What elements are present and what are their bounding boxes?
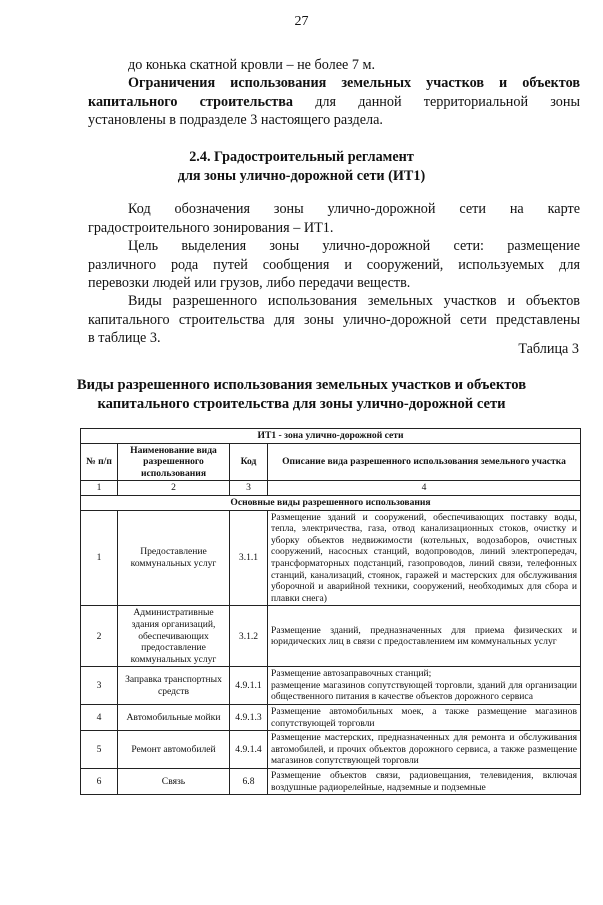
paragraph-permitted-uses [88,292,580,348]
text-line: до конька скатной кровли – не более 7 м. [128,57,376,73]
row-code: 3.1.1 [230,510,268,606]
section-heading-line2: для зоны улично-дорожной сети (ИТ1) [177,167,426,184]
table-zone-row [81,429,581,444]
bold-fragment: капитального строительства [88,93,294,110]
row-num: 4 [81,705,118,731]
row-desc-line: Размещение автозаправочных станций; [271,668,432,680]
row-code: 4.9.1.3 [230,705,268,731]
row-name: Ремонт автомобилей [118,731,230,769]
text-fragment: для данной территориальной зоны [293,93,580,110]
text-line: Код обозначения зоны улично-дорожной сети на карте [128,201,580,217]
text-line: Виды разрешенного использования земельных участков и объектов [128,293,580,309]
table-title-line2: капитального строительства для зоны улично-дорожной сети [97,396,506,412]
row-name: Связь [118,769,230,795]
row-num: 6 [81,769,118,795]
table-row [81,606,581,667]
table-group-row [81,495,581,510]
paragraph-restrictions [88,74,580,130]
paragraph-zone-code [88,200,580,237]
table-row [81,705,581,731]
row-desc-line: размещение магазинов сопутствующей торговли, зданий для организации общественного питания в качестве объектов дорожного сервиса [271,679,577,703]
row-num: 1 [81,510,118,606]
table-row [81,510,581,606]
row-code: 3.1.2 [230,606,268,667]
zone-header: ИТ1 - зона улично-дорожной сети [81,429,581,444]
col-number: 4 [268,481,581,496]
text-line [88,93,580,112]
table-row [81,769,581,795]
permitted-uses-table [80,428,581,795]
group-label: Основные виды разрешенного использования [81,495,581,510]
header-name: Наименование вида разрешенного использования [118,443,230,481]
row-desc: Размещение зданий, предназначенных для приема физических и юридических лиц в связи с предоставлением им коммунальных услуг [268,606,581,667]
table-label: Таблица 3 [518,341,579,357]
row-desc: Размещение мастерских, предназначенных для ремонта и обслуживания автомобилей, и прочих объектов дорожного сервиса, а также размещение магазинов сопутствующей торговли [268,731,581,769]
row-desc: Размещение зданий и сооружений, обеспечивающих поставку воды, тепла, электричества, газа, отвод канализационных стоков, очистку и уборку объектов недвижимости (котельных, водозаборов, очистных сооружений, насосных станций, водопроводов, линий электропередач, трансформаторных подстанций, газопроводов, линий связи, телефонных станций, канализаций, стоянок, гаражей и мастерских для обслуживания уборочной и аварийной техники, сооружений, необходимых для сбора и плавки снега) [268,510,581,606]
row-desc: Размещение автомобильных моек, а также размещение магазинов сопутствующей торговли [268,705,581,731]
header-code: Код [230,443,268,481]
text-line: градостроительного зонирования – ИТ1. [88,219,334,236]
table-row [81,731,581,769]
text-line: в таблице 3. [88,330,161,347]
table-title [0,376,603,414]
col-number: 2 [118,481,230,496]
header-num: № п/п [81,443,118,481]
text-line: различного рода путей сообщения и сооружений, используемых для [88,256,580,273]
row-code: 4.9.1.1 [230,667,268,705]
text-line: капитального строительства для зоны улично-дорожной сети представлены [88,311,580,328]
text-line: перевозки людей или грузов, либо передачи веществ. [88,275,411,292]
table-header-row [81,443,581,481]
header-desc: Описание вида разрешенного использования земельного участка [268,443,581,481]
row-name: Предоставление коммунальных услуг [118,510,230,606]
table-row [81,667,581,705]
row-name: Заправка транспортных средств [118,667,230,705]
table-title-line1: Виды разрешенного использования земельных участков и объектов [76,377,527,393]
row-num: 2 [81,606,118,667]
row-num: 3 [81,667,118,705]
section-heading [0,148,603,185]
table-column-numbers-row [81,481,581,496]
col-number: 3 [230,481,268,496]
row-code: 6.8 [230,769,268,795]
paragraph-zone-purpose [88,237,580,293]
row-name: Автомобильные мойки [118,705,230,731]
paragraph-roof-height [88,56,580,75]
section-heading-line1: 2.4. Градостроительный регламент [189,149,414,165]
text-line: установлены в подразделе 3 настоящего раздела. [88,112,383,129]
row-desc: Размещение объектов связи, радиовещания, телевидения, включая воздушные радиорелейные, надземные и подземные [268,769,581,795]
page-number: 27 [294,14,309,29]
text-line: Ограничения использования земельных участков и объектов [128,75,580,91]
col-number: 1 [81,481,118,496]
row-desc [268,667,581,705]
row-name: Административные здания организаций, обеспечивающих предоставление коммунальных услуг [118,606,230,667]
text-line: Цель выделения зоны улично-дорожной сети: размещение [128,238,580,254]
row-code: 4.9.1.4 [230,731,268,769]
row-num: 5 [81,731,118,769]
